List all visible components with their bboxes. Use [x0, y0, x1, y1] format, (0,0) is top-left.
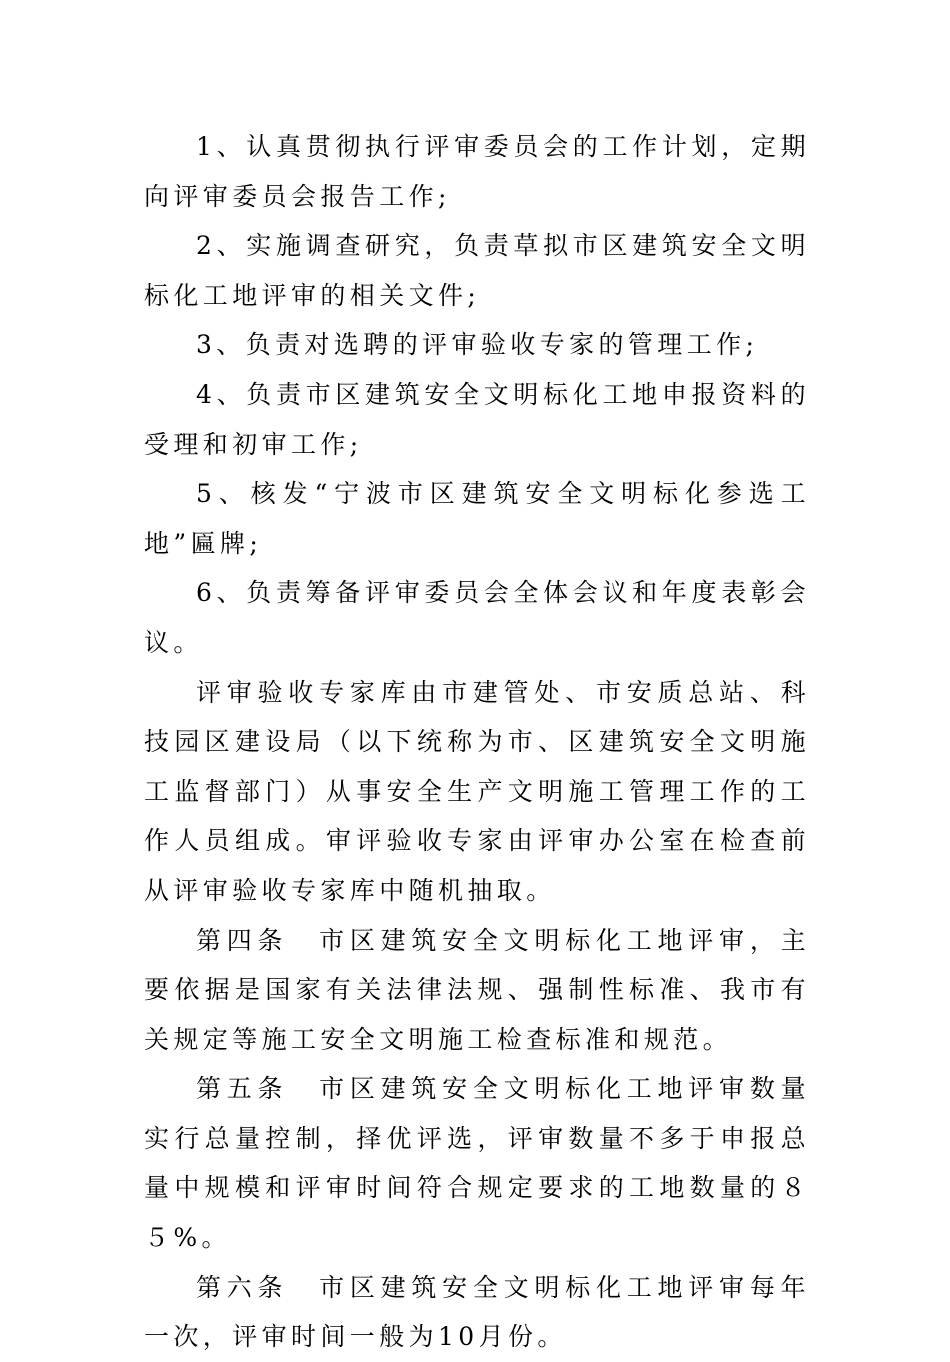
duty-item-4: 4、负责市区建筑安全文明标化工地申报资料的受理和初审工作;: [144, 379, 810, 459]
article-4: 第四条 市区建筑安全文明标化工地评审，主要依据是国家有关法律法规、强制性标准、我市有关规定等施工安全文明施工检查标准和规范。: [144, 925, 810, 1054]
duty-item-5: 5、核发“宁波市区建筑安全文明标化参选工地”匾牌;: [144, 479, 810, 558]
duty-item-6: 6、负责筹备评审委员会全体会议和年度表彰会议。: [144, 578, 810, 657]
expert-pool-paragraph: 评审验收专家库由市建管处、市安质总站、科技园区建设局（以下统称为市、区建筑安全文明施工监督部门）从事安全生产文明施工管理工作的工作人员组成。审评验收专家由评审办公室在检查前从评审验收专家库中随机抽取。: [144, 677, 810, 905]
document-body: [144, 122, 810, 1362]
duty-item-1: 1、认真贯彻执行评审委员会的工作计划，定期向评审委员会报告工作;: [144, 132, 810, 211]
article-6: 第六条 市区建筑安全文明标化工地评审每年一次，评审时间一般为10月份。: [144, 1272, 810, 1352]
article-5: 第五条 市区建筑安全文明标化工地评审数量实行总量控制，择优评选，评审数量不多于申报总量中规模和评审时间符合规定要求的工地数量的８５%。: [144, 1074, 810, 1253]
duty-item-3: 3、负责对选聘的评审验收专家的管理工作;: [196, 330, 759, 360]
duty-item-2: 2、实施调查研究，负责草拟市区建筑安全文明标化工地评审的相关文件;: [144, 231, 810, 310]
